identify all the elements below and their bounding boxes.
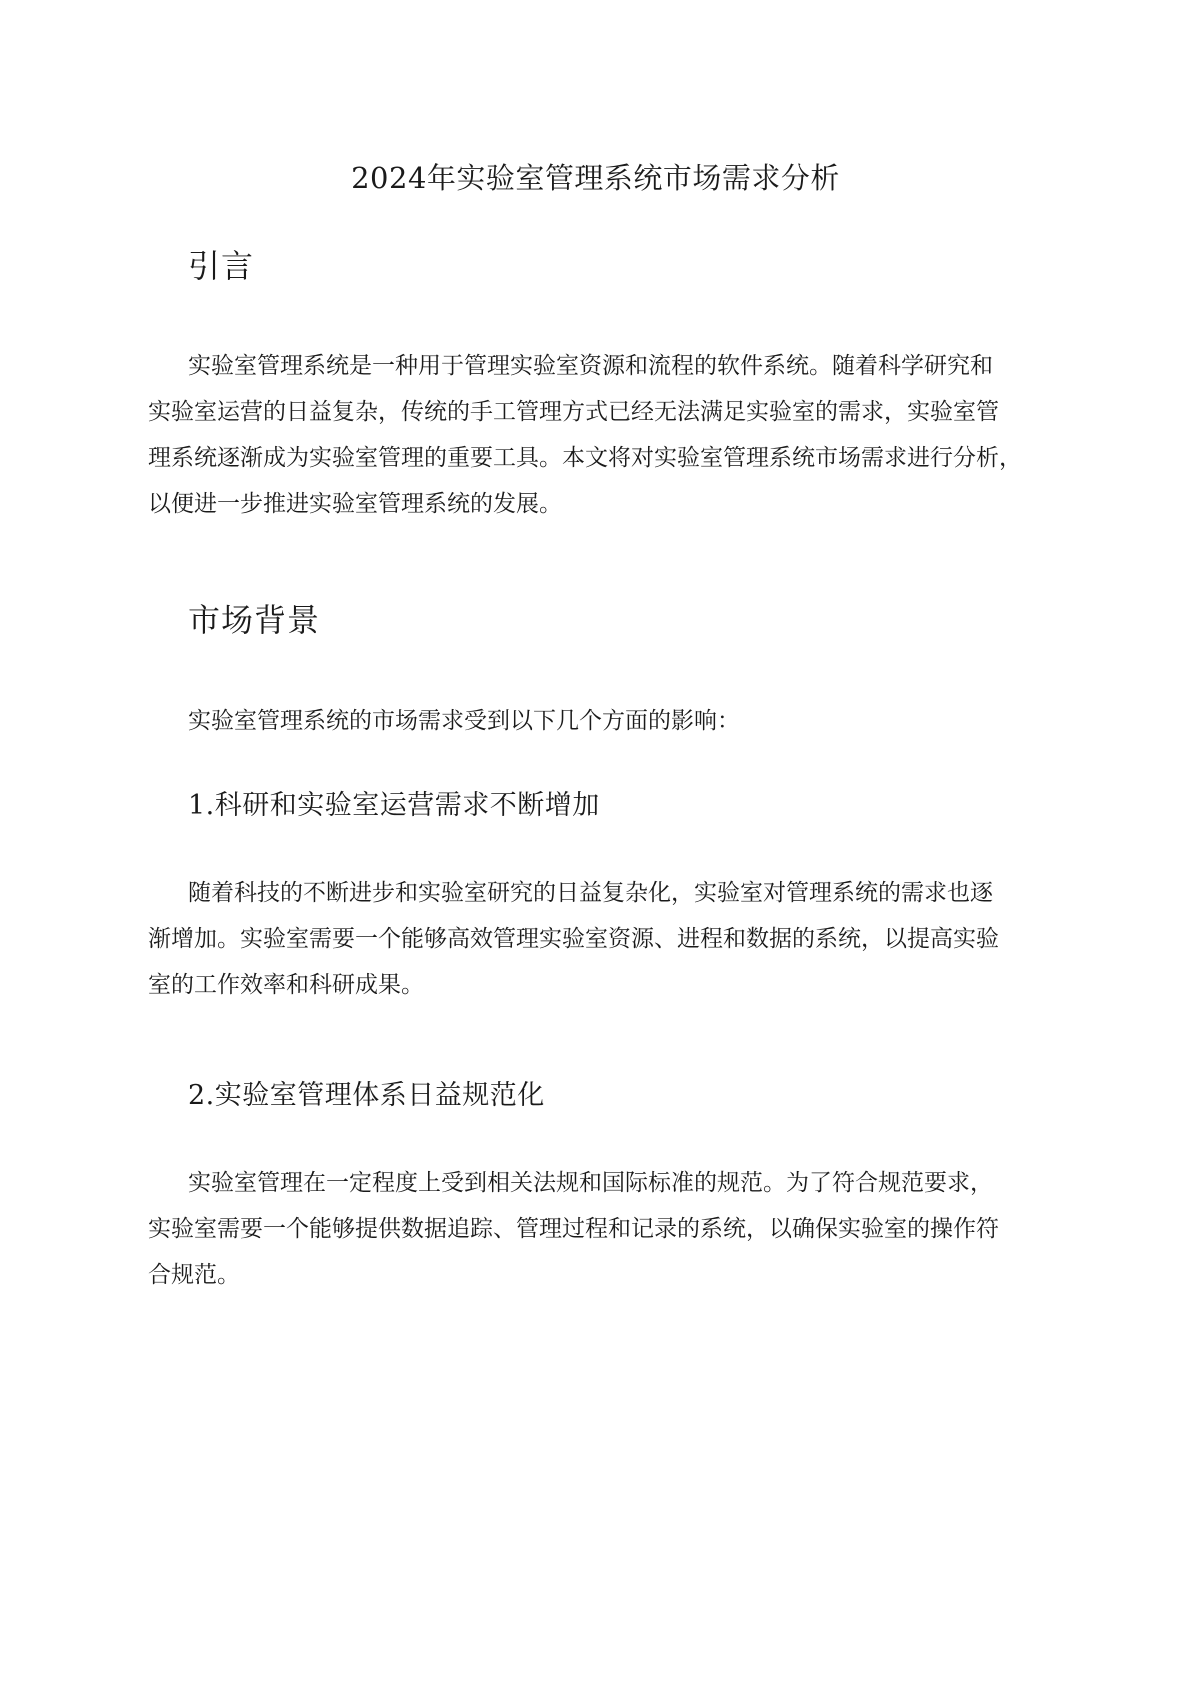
paragraph-line: 渐增加。实验室需要一个能够高效管理实验室资源、进程和数据的系统，以提高实验 <box>148 926 999 952</box>
subheading-point-1: 1.科研和实验室运营需求不断增加 <box>188 790 600 821</box>
paragraph-line: 实验室管理在一定程度上受到相关法规和国际标准的规范。为了符合规范要求， <box>188 1170 993 1196</box>
background-intro-paragraph <box>148 698 1048 744</box>
section-heading-intro: 引言 <box>188 247 255 285</box>
paragraph-line: 随着科技的不断进步和实验室研究的日益复杂化，实验室对管理系统的需求也逐 <box>188 880 993 906</box>
paragraph-line: 实验室管理系统的市场需求受到以下几个方面的影响： <box>188 708 740 734</box>
paragraph-line: 理系统逐渐成为实验室管理的重要工具。本文将对实验室管理系统市场需求进行分析， <box>148 445 1022 471</box>
paragraph-line: 合规范。 <box>148 1262 240 1288</box>
paragraph-line: 室的工作效率和科研成果。 <box>148 972 424 998</box>
subheading-point-2: 2.实验室管理体系日益规范化 <box>188 1080 545 1111</box>
document-title: 2024年实验室管理系统市场需求分析 <box>351 161 840 195</box>
point-2-paragraph <box>148 1160 1048 1298</box>
point-1-paragraph <box>148 870 1048 1008</box>
section-heading-background: 市场背景 <box>188 601 321 639</box>
paragraph-line: 实验室需要一个能够提供数据追踪、管理过程和记录的系统，以确保实验室的操作符 <box>148 1216 999 1242</box>
intro-paragraph <box>148 343 1048 527</box>
paragraph-line: 实验室运营的日益复杂，传统的手工管理方式已经无法满足实验室的需求，实验室管 <box>148 399 999 425</box>
paragraph-line: 以便进一步推进实验室管理系统的发展。 <box>148 491 562 517</box>
paragraph-line: 实验室管理系统是一种用于管理实验室资源和流程的软件系统。随着科学研究和 <box>188 353 993 379</box>
